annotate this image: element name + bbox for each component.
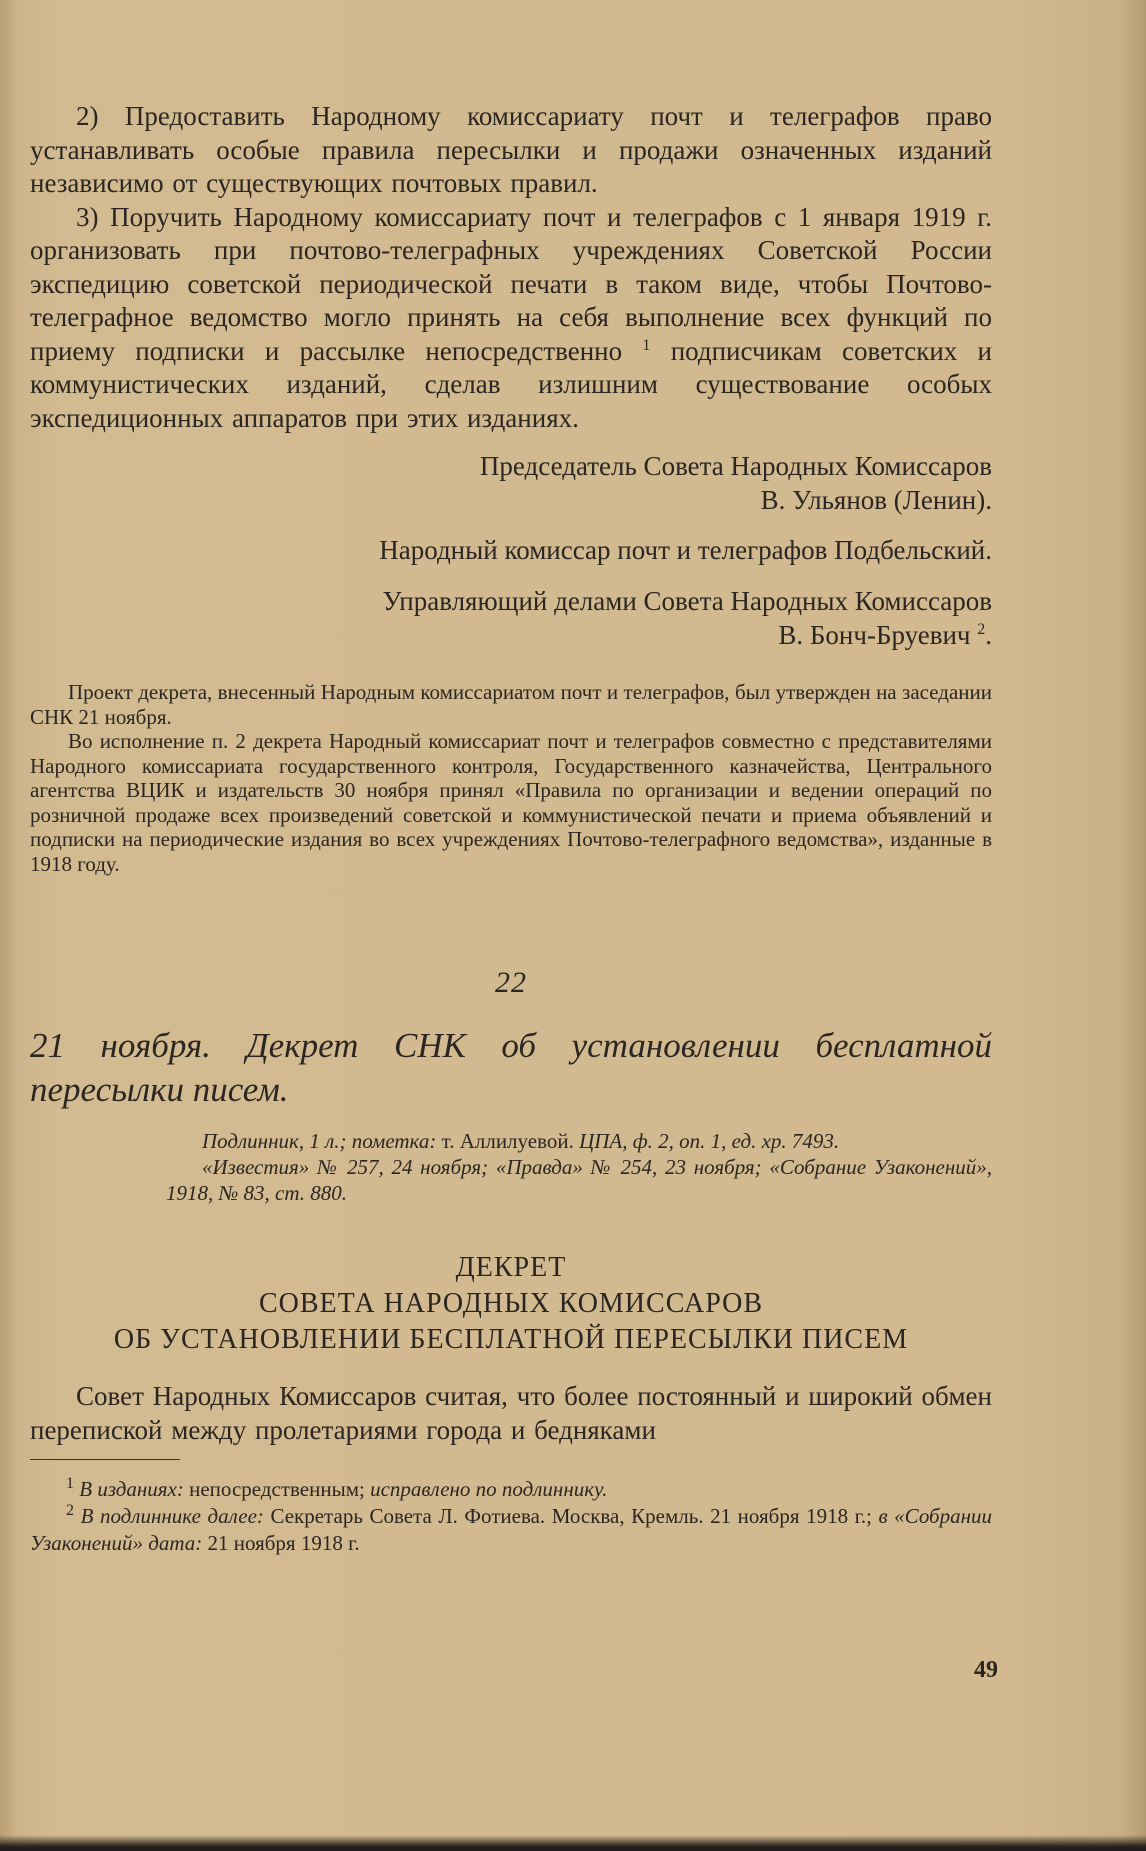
paragraph-point-3-text: 3) Поручить Народному комиссариату почт и телеграфов с 1 января 1919 г. организовать при почтово-телеграфных учреждениях Советской России экспедицию советской периодической печати в таком виде, чтобы Почтово-телеграфное ведомство могло принять на себя выполнение всех функций по приему подписки и рассылке непосредственно xyxy=(30,201,992,366)
editorial-note: Проект декрета, внесенный Народным комиссариатом почт и телеграфов, был утвержден на заседании СНК 21 ноября. xyxy=(30,680,992,729)
decree-heading-title: ДЕКРЕТ xyxy=(455,1252,567,1283)
signature-manager-title: Управляющий делами Совета Народных Комиссаров xyxy=(382,586,992,616)
document-number: 22 xyxy=(495,966,527,999)
page-bottom-edge xyxy=(0,1835,1146,1851)
signature-chair-title: Председатель Совета Народных Комиссаров xyxy=(479,451,992,481)
decree-heading-subject: ОБ УСТАНОВЛЕНИИ БЕСПЛАТНОЙ ПЕРЕСЫЛКИ ПИСЕМ xyxy=(113,1324,909,1355)
source-original: Подлинник, 1 л.; пометка: xyxy=(202,1129,437,1153)
paragraph-point-3-continuation: подписчикам советских и коммунистических изданий, сделав излишним существование особых экспедиционных аппаратов при этих изданиях. xyxy=(30,335,993,433)
signature-chair-name: В. Ульянов (Ленин). xyxy=(760,485,992,515)
footnote-1: $^1$ В изданиях: непосредственным; исправлено по подлиннику. xyxy=(66,1475,608,1501)
footnotes xyxy=(30,1476,992,1557)
signature-chair xyxy=(30,449,992,517)
decree-heading-issuer: СОВЕТА НАРОДНЫХ КОМИССАРОВ xyxy=(258,1288,764,1319)
page-number: 49 xyxy=(974,1657,998,1683)
footnote-divider xyxy=(30,1459,180,1460)
signature-manager-name: В. Бонч-Бруевич xyxy=(778,620,971,650)
source-references xyxy=(166,1128,992,1206)
signature-manager xyxy=(30,584,992,652)
signature-manager-line: В. Бонч-Бруевич $^2$. xyxy=(778,620,992,650)
signature-commissar-line: Народный комиссар почт и телеграфов Подбельский. xyxy=(379,535,992,565)
page-content xyxy=(30,100,992,1557)
source-line-1 xyxy=(166,1128,992,1154)
source-mark: т. Аллилуевой. xyxy=(441,1129,574,1153)
signature-commissar xyxy=(30,533,992,567)
paragraph-point-3 xyxy=(30,201,992,436)
footnote-ref-1: 1 xyxy=(642,336,651,354)
footnote-ref-2: 2 xyxy=(977,621,986,638)
source-archive: ЦПА, ф. 2, оп. 1, ед. хр. 7493. xyxy=(579,1129,840,1153)
editorial-notes xyxy=(30,680,992,876)
document-title: 21 ноября. Декрет СНК об установлении бесплатной пересылки писем. xyxy=(30,1026,992,1109)
footnote-2: $^2$ В подлиннике далее: Секретарь Совета Л. Фотиева. Москва, Кремль. 21 ноября 1918 г.; в «Собрании Узаконений» дата: 21 ноября 1918 г. xyxy=(30,1502,993,1555)
paragraph-point-2: 2) Предоставить Народному комиссариату почт и телеграфов право устанавливать особые правила пересылки и продажи означенных изданий независимо от существующих почтовых правил. xyxy=(30,101,992,198)
editorial-note: Во исполнение п. 2 декрета Народный комиссариат почт и телеграфов совместно с представителями Народного комиссариата государственного контроля, Государственного казначейства, Центрального агентства ВЦИК и издательств 30 ноября принял «Правила по организации и ведении операций по розничной продаже всех произведений советской и коммунистической печати и приема объявлений и подписки на периодические издания во всех учреждениях Почтово-телеграфного ведомства», изданные в 1918 году. xyxy=(30,729,992,876)
source-line-2: «Известия» № 257, 24 ноября; «Правда» № 254, 23 ноября; «Собрание Узаконений», 1918, № 83, ст. 880. xyxy=(166,1155,992,1205)
decree-body-text: Совет Народных Комиссаров считая, что более постоянный и широкий обмен перепиской между пролетариями города и бедняками xyxy=(30,1381,992,1445)
